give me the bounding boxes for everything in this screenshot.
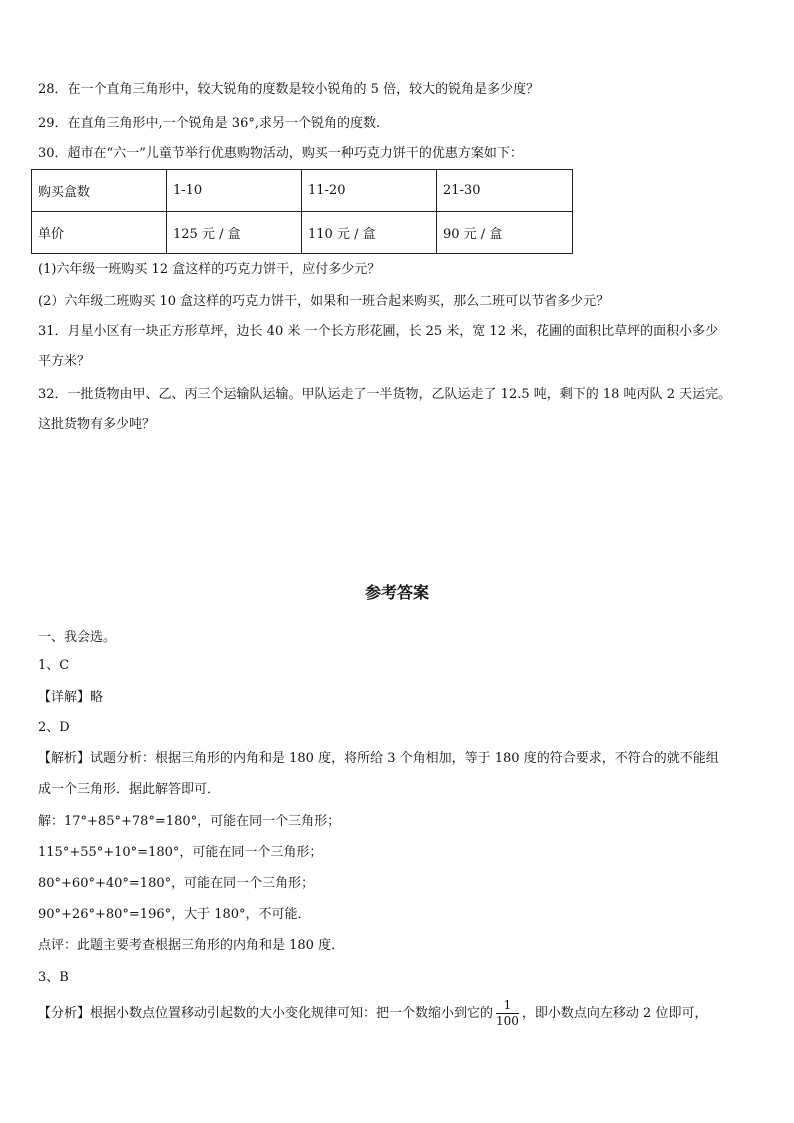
- answer-2-step-2: 115°+55°+10°=180°，可能在同一个三角形；: [38, 845, 323, 860]
- table-cell: 1-10: [167, 170, 302, 212]
- answer-1-detail: 【详解】略: [38, 690, 104, 705]
- table-row: [32, 170, 573, 212]
- table-cell: 购买盒数: [32, 170, 167, 212]
- answer-2-analysis-line-1: 【解析】试题分析：根据三角形的内角和是 180 度，将所给 3 个角相加，等于 180 度的符合要求，不符合的就不能组: [38, 751, 719, 766]
- answer-2: 2、D: [38, 720, 70, 735]
- answer-2-comment: 点评：此题主要考查根据三角形的内角和是 180 度．: [38, 938, 345, 953]
- answer-2-step-1: 解：17°+85°+78°=180°，可能在同一个三角形；: [38, 814, 341, 829]
- fraction-one-hundredth: [496, 998, 519, 1029]
- fraction-denominator: 100: [496, 1014, 519, 1028]
- table-cell: 125 元 / 盒: [167, 212, 302, 254]
- table-cell: 单价: [32, 212, 167, 254]
- table-row: [32, 212, 573, 254]
- table-cell: 21-30: [437, 170, 573, 212]
- answer-3: 3、B: [38, 970, 69, 985]
- answer-1: 1、C: [38, 658, 70, 673]
- question-31-line-2: 平方米？: [38, 354, 91, 369]
- answers-title: 参考答案: [364, 583, 429, 602]
- answer-2-analysis-line-2: 成一个三角形．据此解答即可．: [38, 782, 221, 797]
- price-table: [31, 169, 573, 254]
- table-cell: 11-20: [302, 170, 437, 212]
- answers-section-1: 一、我会选。: [38, 630, 117, 645]
- question-29: 29．在直角三角形中,一个锐角是 36°,求另一个锐角的度数.: [38, 116, 381, 131]
- answer-2-step-3: 80°+60°+40°=180°，可能在同一个三角形；: [38, 876, 315, 891]
- question-28: 28．在一个直角三角形中，较大锐角的度数是较小锐角的 5 倍，较大的锐角是多少度？: [38, 82, 540, 97]
- question-30: 30．超市在“六一”儿童节举行优惠购物活动，购买一种巧克力饼干的优惠方案如下：: [38, 146, 523, 161]
- answer-3-analysis-before: 【分析】根据小数点位置移动引起数的大小变化规律可知：把一个数缩小到它的: [38, 1006, 494, 1021]
- table-cell: 90 元 / 盒: [437, 212, 573, 254]
- question-32-line-1: 32．一批货物由甲、乙、丙三个运输队运输。甲队运走了一半货物，乙队运走了 12.5 吨，剩下的 18 吨丙队 2 天运完。: [38, 387, 732, 402]
- question-30-part-2: (2）六年级二班购买 10 盒这样的巧克力饼干，如果和一班合起来购买，那么二班可以节省多少元？: [38, 294, 610, 309]
- question-30-part-1: (1)六年级一班购买 12 盒这样的巧克力饼干，应付多少元？: [38, 262, 381, 277]
- answer-2-step-4: 90°+26°+80°=196°，大于 180°，不可能．: [38, 907, 311, 922]
- answer-3-analysis-after: ，即小数点向左移动 2 位即可，: [521, 1006, 708, 1021]
- question-32-line-2: 这批货物有多少吨？: [38, 417, 156, 432]
- table-cell: 110 元 / 盒: [302, 212, 437, 254]
- fraction-numerator: 1: [496, 998, 519, 1014]
- question-31-line-1: 31．月星小区有一块正方形草坪，边长 40 米 一个长方形花圃，长 25 米，宽 12 米，花圃的面积比草坪的面积小多少: [38, 324, 719, 339]
- answer-3-analysis: [38, 996, 707, 1032]
